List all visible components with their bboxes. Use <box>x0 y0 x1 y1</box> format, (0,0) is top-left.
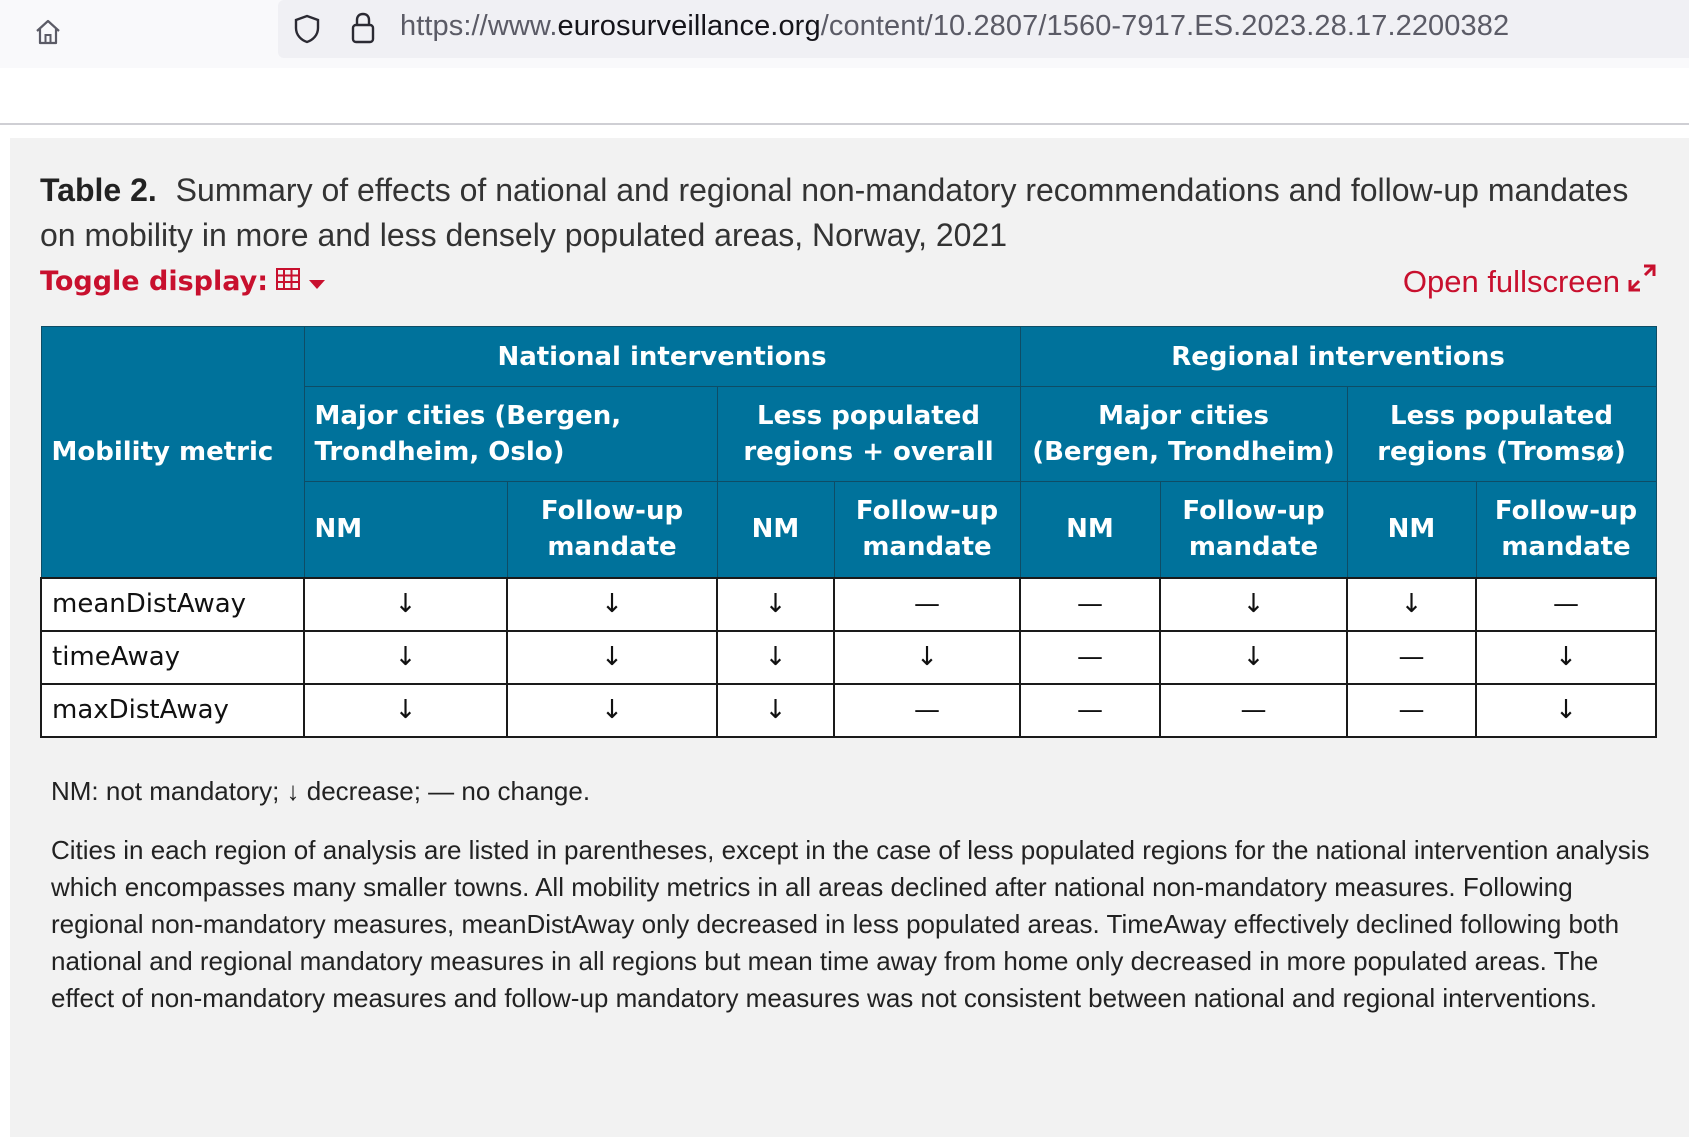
toggle-display-label: Toggle display: <box>40 266 269 297</box>
effect-cell: ↓ <box>304 684 507 737</box>
effect-cell: ↓ <box>1476 684 1656 737</box>
subheader-nm: NM <box>717 482 834 578</box>
effect-cell: ↓ <box>717 631 834 684</box>
effect-cell: — <box>1160 684 1347 737</box>
header-mobility-metric: Mobility metric <box>41 327 304 578</box>
metric-cell: timeAway <box>41 631 304 684</box>
table-caption <box>40 168 1660 258</box>
effect-cell: ↓ <box>507 578 717 631</box>
header-regional-interventions: Regional interventions <box>1020 327 1656 387</box>
effect-cell: ↓ <box>1476 631 1656 684</box>
metric-cell: meanDistAway <box>41 578 304 631</box>
header-national-interventions: National interventions <box>304 327 1020 387</box>
table-description: Cities in each region of analysis are listed in parentheses, except in the case of less populated regions for the national intervention analysis which encompasses many smaller towns. All mobility metrics in all areas declined after national non-mandatory measures. Following regional non-mandatory measures, meanDistAway only decreased in less populated areas. TimeAway effectively declined following both national and regional mandatory measures in all regions but mean time away from home only decreased in more populated areas. The effect of non-mandatory measures and follow-up mandatory measures was not consistent between national and regional interventions. <box>51 835 1650 1013</box>
effect-cell: — <box>1020 631 1160 684</box>
effect-cell: ↓ <box>1160 631 1347 684</box>
effect-cell: — <box>834 684 1020 737</box>
effect-cell: — <box>1347 684 1476 737</box>
effect-cell: ↓ <box>507 631 717 684</box>
subheader-nm: NM <box>1020 482 1160 578</box>
subheader-follow-up-mandate: Follow-up mandate <box>1160 482 1347 578</box>
open-fullscreen-link[interactable] <box>1403 264 1656 300</box>
table-footnote: NM: not mandatory; ↓ decrease; — no change. <box>51 776 591 806</box>
table-row <box>41 684 1656 737</box>
effect-cell: ↓ <box>507 684 717 737</box>
subheader-follow-up-mandate: Follow-up mandate <box>1476 482 1656 578</box>
metric-cell: maxDistAway <box>41 684 304 737</box>
header-regional-less-populated: Less populated regions (Tromsø) <box>1347 387 1656 482</box>
url-text[interactable] <box>400 10 1509 43</box>
effect-cell: ↓ <box>1347 578 1476 631</box>
home-icon[interactable] <box>28 12 68 52</box>
url-host: eurosurveillance.org <box>557 10 821 42</box>
effect-cell: — <box>1020 578 1160 631</box>
header-national-less-populated: Less populated regions + overall <box>717 387 1020 482</box>
effect-cell: ↓ <box>834 631 1020 684</box>
open-fullscreen-label: Open fullscreen <box>1402 264 1620 299</box>
effect-cell: — <box>834 578 1020 631</box>
caption-text: Summary of effects of national and regional non-mandatory recommendations and follow-up mandates on mobility in more and less densely populated areas, Norway, 2021 <box>40 172 1629 253</box>
effect-cell: ↓ <box>304 631 507 684</box>
header-regional-major-cities: Major cities (Bergen, Trondheim) <box>1020 387 1347 482</box>
effects-table <box>40 326 1657 738</box>
table-row <box>41 631 1656 684</box>
effect-cell: — <box>1347 631 1476 684</box>
caption-label: Table 2. <box>40 172 157 208</box>
table-row <box>41 578 1656 631</box>
url-prefix: https://www. <box>400 10 558 42</box>
subheader-nm: NM <box>304 482 507 578</box>
effect-cell: ↓ <box>304 578 507 631</box>
table-grid-icon <box>268 266 300 297</box>
browser-toolbar <box>0 0 1689 68</box>
header-national-major-cities: Major cities (Bergen, Trondheim, Oslo) <box>304 387 717 482</box>
toggle-display-button[interactable] <box>40 266 326 297</box>
caret-down-icon <box>300 266 326 297</box>
effect-cell: ↓ <box>717 578 834 631</box>
subheader-nm: NM <box>1347 482 1476 578</box>
effect-cell: ↓ <box>1160 578 1347 631</box>
lock-icon[interactable] <box>350 11 376 49</box>
effect-cell: ↓ <box>717 684 834 737</box>
shield-icon[interactable] <box>292 13 322 49</box>
url-path: /content/10.2807/1560-7917.ES.2023.28.17.2200382 <box>820 10 1510 42</box>
subheader-follow-up-mandate: Follow-up mandate <box>834 482 1020 578</box>
subheader-follow-up-mandate: Follow-up mandate <box>507 482 717 578</box>
effect-cell: — <box>1020 684 1160 737</box>
page-top-strip <box>0 68 1689 125</box>
expand-arrows-icon <box>1620 264 1656 300</box>
effect-cell: — <box>1476 578 1656 631</box>
